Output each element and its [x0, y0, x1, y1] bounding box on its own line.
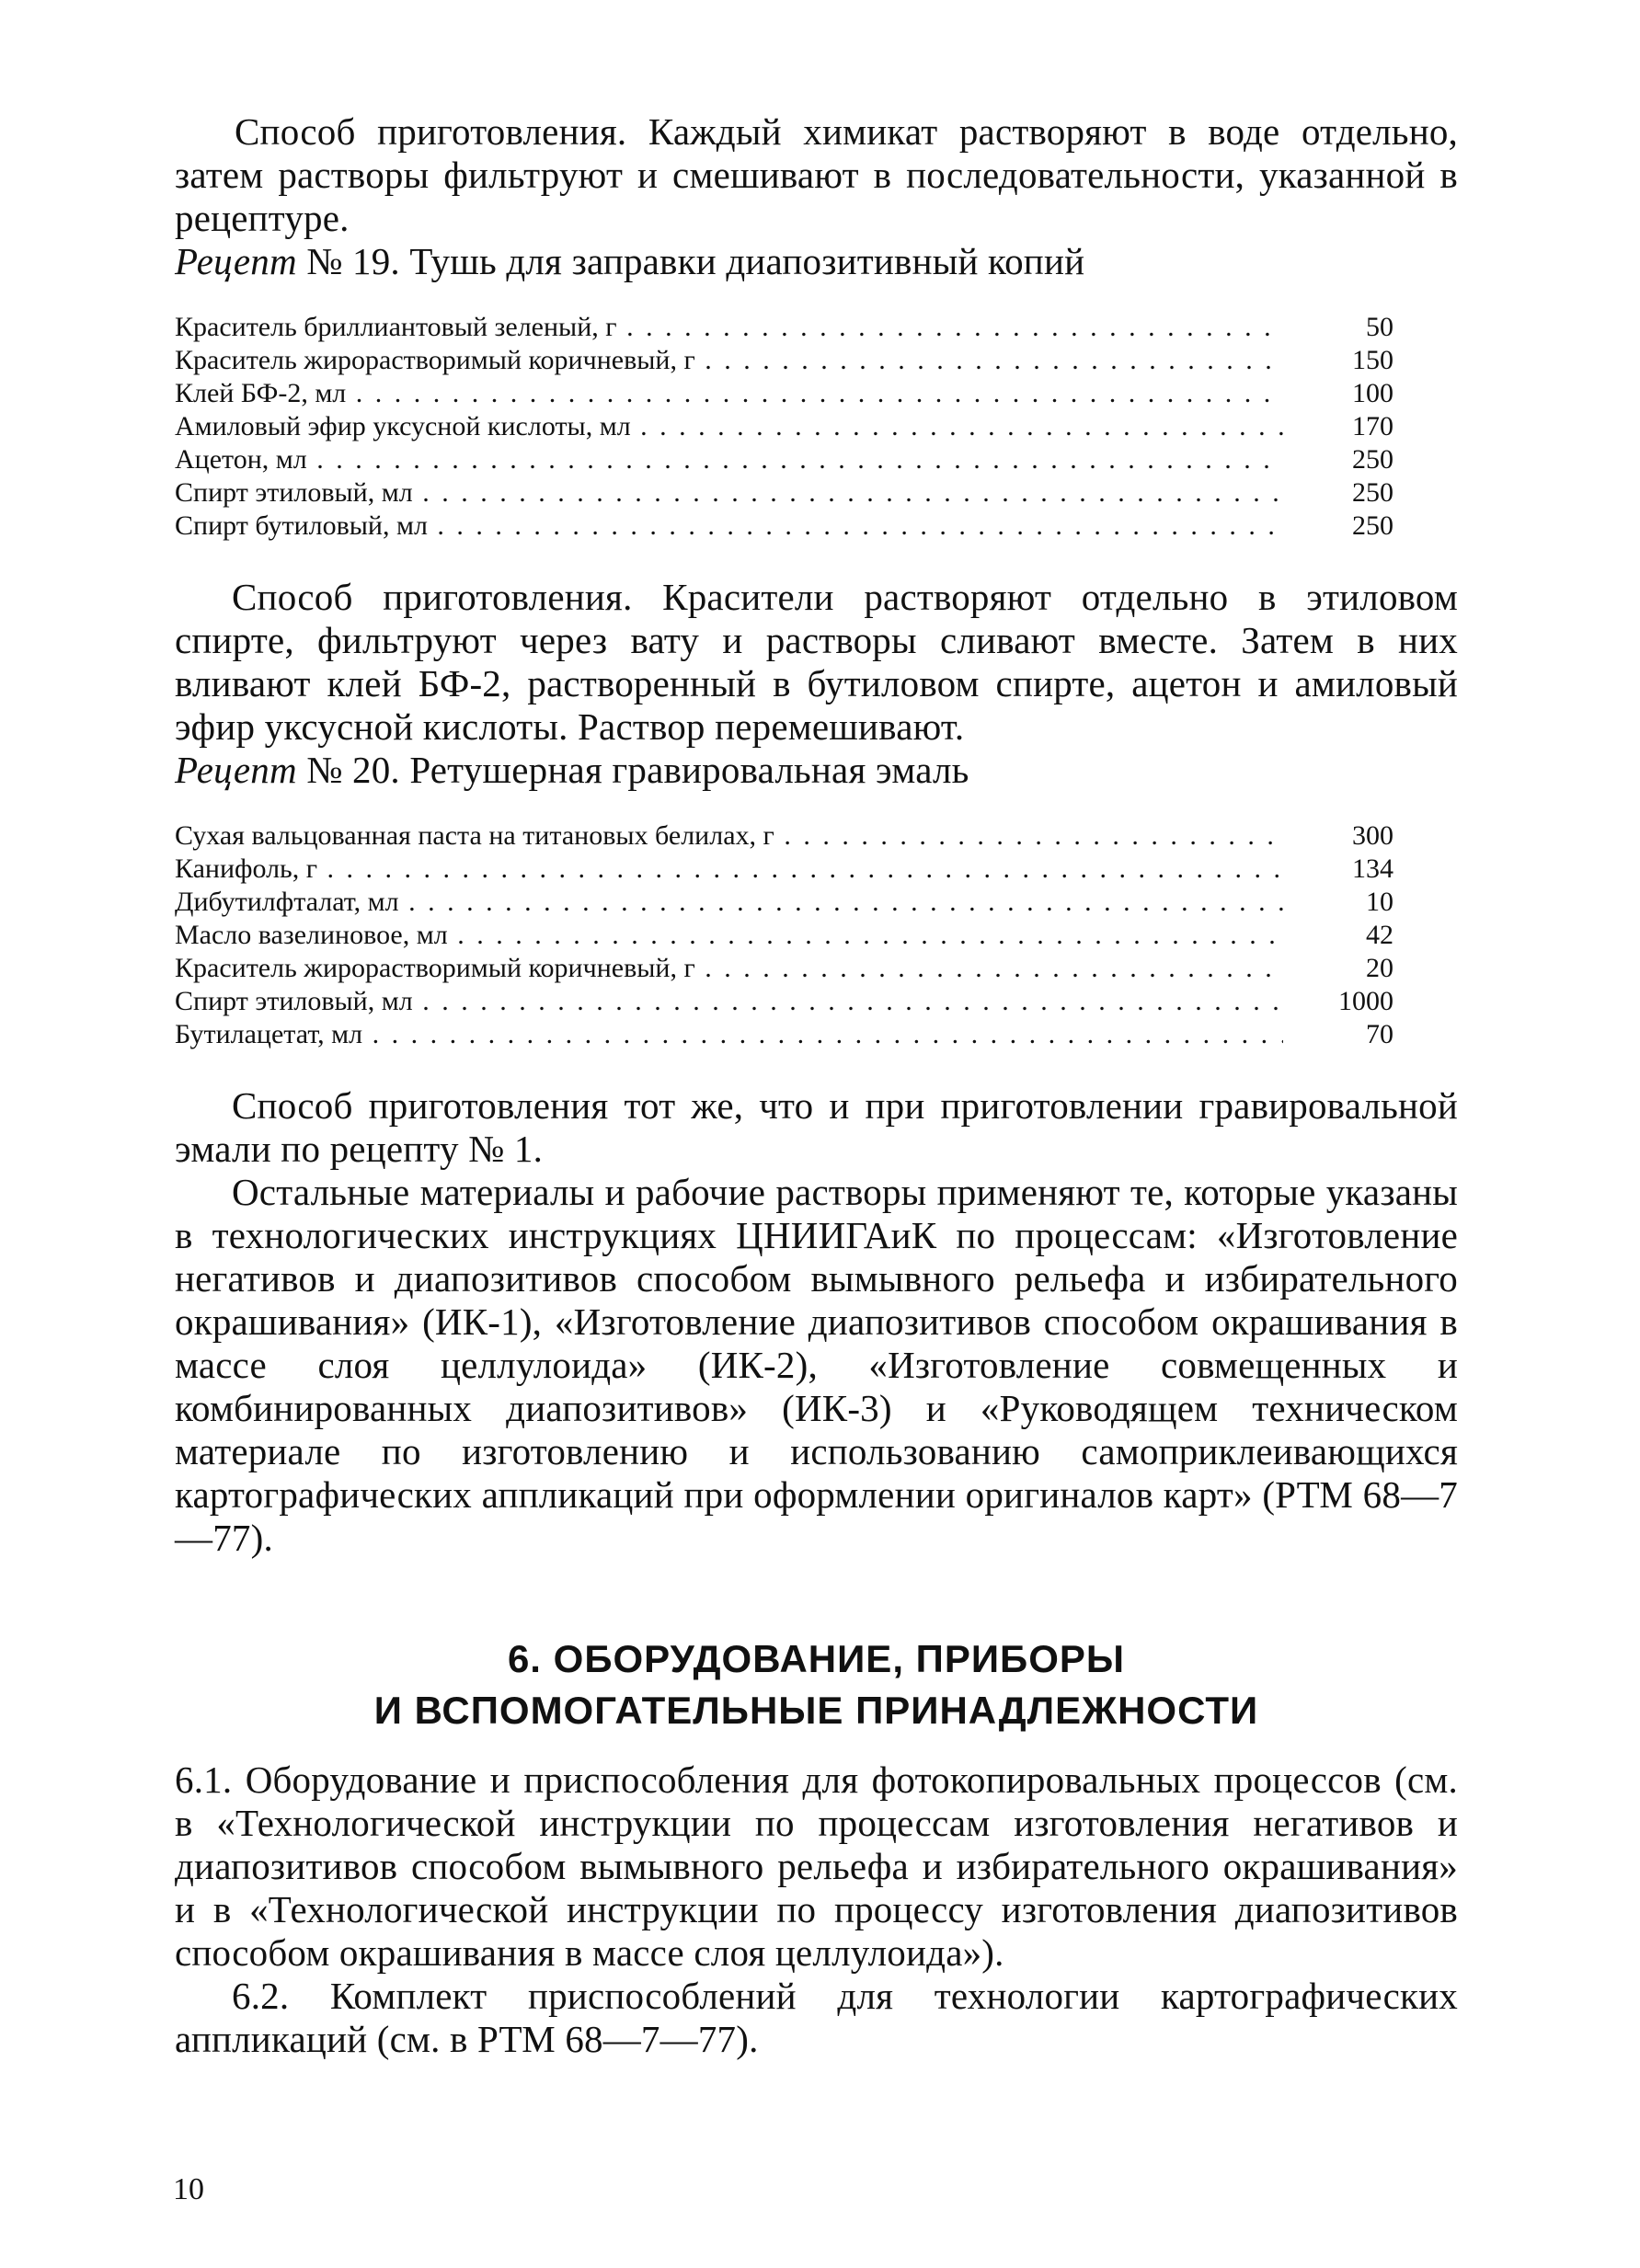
recipe-20-table [175, 819, 1393, 1051]
recipe-19-title [175, 240, 1458, 283]
ingredient-name: Краситель жирорастворимый коричневый, г . . . [175, 344, 1283, 377]
table-row [175, 952, 1393, 985]
other-materials-paragraph: Остальные материалы и рабочие растворы применяют те, которые указаны в технологических инструкциях ЦНИИГАиК по процессам: «Изготовление негативов и диапозитивов способом вымывного рельефа и избирательного окрашивания» (ИК-1), «Изготовление диапозитивов способом окрашивания в массе слоя целлулоида» (ИК-2), «Изготовление совмещенных и комбинированных диапозитивов» (ИК-3) и «Руководящем техническом материале по изготовлению и использованию самоприклеивающихся картографических аппликаций при оформлении оригиналов карт» (РТМ 68—7—77). [175, 1171, 1458, 1559]
ingredient-qty: 250 [1352, 510, 1393, 541]
table-row [175, 410, 1393, 443]
section-6-1-paragraph: 6.1. Оборудование и приспособления для фотокопировальных процессов (см. в «Технологической инструкции по процессам изготовления негативов и диапозитивов способом вымывного рельефа и избирательного окрашивания» и в «Технологической инструкции по процессу изготовления диапозитивов способом окрашивания в массе слоя целлулоида»). [175, 1758, 1458, 1974]
recipe-20-method: Способ приготовления тот же, что и при приготовлении гравировальной эмали по рецепту № 1. [175, 1084, 1458, 1170]
table-row [175, 819, 1393, 853]
table-row [175, 853, 1393, 886]
table-row [175, 377, 1393, 410]
page-number: 10 [173, 2172, 204, 2206]
ingredient-qty: 300 [1352, 820, 1393, 851]
ingredient-name: Краситель жирорастворимый коричневый, г . . . [175, 952, 1283, 985]
ingredient-name: Сухая вальцованная паста на титановых белилах, г . . . [175, 819, 1283, 853]
ingredient-qty: 150 [1352, 345, 1393, 375]
recipe-20-title-text: № 20. Ретушерная гравировальная эмаль [296, 749, 969, 791]
ingredient-qty: 250 [1352, 477, 1393, 508]
ingredient-qty: 170 [1352, 411, 1393, 441]
section-6-heading [175, 1633, 1458, 1736]
ingredient-qty: 10 [1366, 887, 1393, 917]
ingredient-name: Клей БФ-2, мл . . . [175, 377, 1283, 410]
recipe-20-title [175, 749, 1458, 792]
ingredient-qty: 1000 [1338, 986, 1393, 1016]
table-row [175, 985, 1393, 1018]
table-row [175, 476, 1393, 510]
ingredient-name: Канифоль, г . . . [175, 853, 1283, 886]
table-row [175, 344, 1393, 377]
section-6-heading-line2: И ВСПОМОГАТЕЛЬНЫЕ ПРИНАДЛЕЖНОСТИ [373, 1689, 1259, 1732]
ingredient-name: Амиловый эфир уксусной кислоты, мл . . . [175, 410, 1283, 443]
ingredient-name: Спирт этиловый, мл . . . [175, 476, 1283, 510]
ingredient-name: Краситель бриллиантовый зеленый, г . . . [175, 311, 1283, 344]
recipe-19-table [175, 311, 1393, 543]
ingredient-name: Масло вазелиновое, мл . . . [175, 919, 1283, 952]
ingredient-qty: 250 [1352, 444, 1393, 475]
table-row [175, 919, 1393, 952]
ingredient-qty: 100 [1352, 378, 1393, 408]
ingredient-qty: 134 [1352, 853, 1393, 884]
page-content [175, 110, 1458, 2061]
ingredient-qty: 42 [1366, 920, 1393, 950]
ingredient-qty: 50 [1366, 312, 1393, 342]
recipe-19-label: Рецепт [175, 240, 297, 282]
ingredient-name: Бутилацетат, мл . . . [175, 1018, 1283, 1051]
table-row [175, 1018, 1393, 1051]
ingredient-qty: 20 [1366, 953, 1393, 983]
section-6-2-paragraph: 6.2. Комплект приспособлений для технологии картографических аппликаций (см. в РТМ 68—7—77). [175, 1975, 1458, 2060]
intro-paragraph: Способ приготовления. Каждый химикат растворяют в воде отдельно, затем растворы фильтруют и смешивают в последовательности, указанной в рецептуре. [175, 110, 1458, 239]
ingredient-name: Ацетон, мл . . . [175, 443, 1283, 476]
recipe-20-label: Рецепт [175, 749, 297, 791]
table-row [175, 311, 1393, 344]
recipe-19-title-text: № 19. Тушь для заправки диапозитивный копий [296, 240, 1085, 282]
ingredient-qty: 70 [1366, 1019, 1393, 1049]
table-row [175, 886, 1393, 919]
table-row [175, 510, 1393, 543]
ingredient-name: Дибутилфталат, мл . . . [175, 886, 1283, 919]
recipe-19-method: Способ приготовления. Красители растворяют отдельно в этиловом спирте, фильтруют через вату и растворы сливают вместе. Затем в них вливают клей БФ-2, растворенный в бутиловом спирте, ацетон и амиловый эфир уксусной кислоты. Раствор перемешивают. [175, 576, 1458, 748]
ingredient-name: Спирт бутиловый, мл . . . [175, 510, 1283, 543]
ingredient-name: Спирт этиловый, мл . . . [175, 985, 1283, 1018]
section-6-heading-line1: 6. ОБОРУДОВАНИЕ, ПРИБОРЫ [507, 1637, 1126, 1680]
table-row [175, 443, 1393, 476]
